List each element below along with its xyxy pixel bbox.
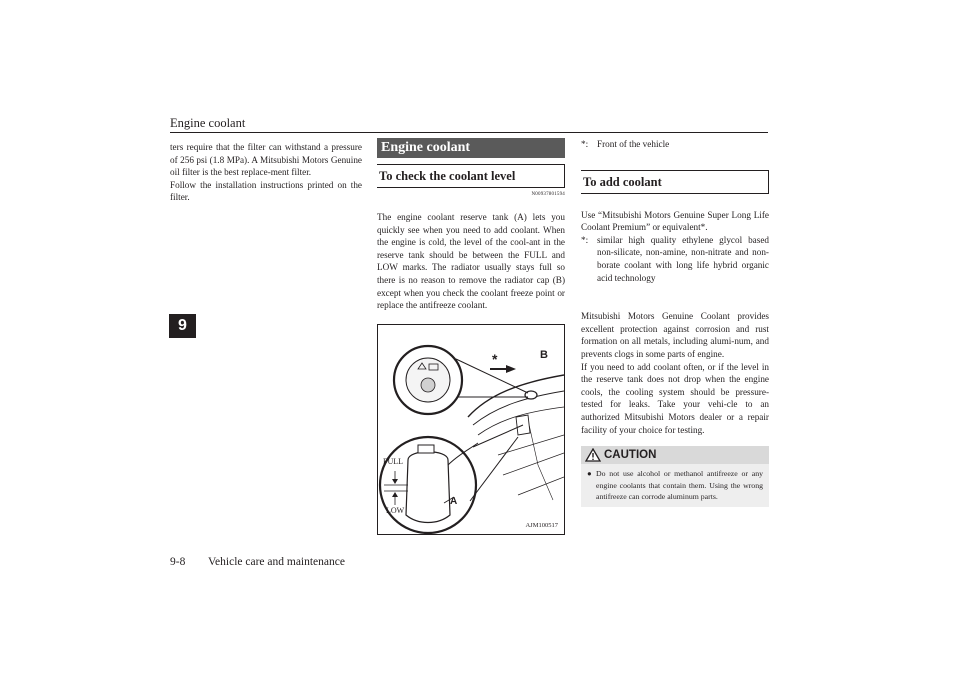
caution-text: Do not use alcohol or methanol antifreeze or any engine coolants that contain them. Using the wrong antifreeze can corrode aluminum parts. [596,469,763,501]
use-coolant-paragraph: Use “Mitsubishi Motors Genuine Super Long Life Coolant Premium” or equivalent*. [581,209,769,233]
install-instructions-paragraph: Follow the installation instructions printed on the filter. [170,179,362,203]
figure-label-star: * [492,350,498,367]
column-3 [581,138,769,507]
definition-mark: *: [581,234,589,245]
check-coolant-paragraph: The engine coolant reserve tank (A) lets you quickly see when you need to add coolant. When the engine is cold, the level of the cool-ant in the reserve tank should be between the FULL and LOW marks. The radiator usually stays full so there is no reason to remove the radiator cap (B) except when you check the coolant freeze point or replace the antifreeze coolant. [377,212,565,311]
front-note-text: Front of the vehicle [597,139,670,149]
page-footer [170,556,365,568]
front-note-mark: *: [581,139,589,149]
coolant-tank-figure [377,324,565,535]
header-rule [170,132,768,133]
column-2 [377,138,565,535]
page-number: 9-8 [170,556,186,568]
column-1 [170,141,362,204]
chapter-tab: 9 [169,314,196,338]
caution-body [581,464,769,507]
subsection-heading-check: To check the coolant level [377,164,565,188]
reference-code: N00937801594 [531,192,565,197]
coolant-definition-note [581,234,769,284]
engine-bay-illustration [378,325,564,534]
section-heading: Engine coolant [377,138,565,158]
figure-label-a: A [450,495,458,507]
oil-filter-paragraph: ters require that the filter can withstand a pressure of 256 psi (1.8 MPa). A Mitsubishi Motors Genuine oil filter is the best replace-ment filter. [170,142,362,178]
definition-text: similar high quality ethylene glycol based non-silicate, non-amine, non-nitrate and non-borate coolant with long life hybrid organic acid technology [597,234,769,283]
footer-section-title: Vehicle care and maintenance [208,556,345,568]
pressure-test-paragraph: If you need to add coolant often, or if the level in the reserve tank does not drop when the engine cools, the cooling system should be pressure-tested for leaks. Take your vehi-cle to an authorized Mitsubishi Motors dealer or a repair facility of your choice for testing. [581,361,769,435]
front-note [581,138,769,151]
figure-label-b: B [540,348,548,361]
page-header-title: Engine coolant [170,116,246,130]
warning-triangle-icon [585,448,601,462]
figure-label-low: LOW [386,505,405,515]
figure-label-full: FULL [383,456,403,466]
caution-header [581,446,769,464]
coolant-protection-paragraph: Mitsubishi Motors Genuine Coolant provides excellent protection against corrosion and rust formation on all metals, including alumi-num, and prevents clogs in some parts of engine. [581,311,769,359]
caution-label: CAUTION [604,449,657,462]
subsection-heading-add: To add coolant [581,170,769,194]
figure-code: AJM100517 [525,521,558,529]
bullet-icon: ● [587,469,592,479]
